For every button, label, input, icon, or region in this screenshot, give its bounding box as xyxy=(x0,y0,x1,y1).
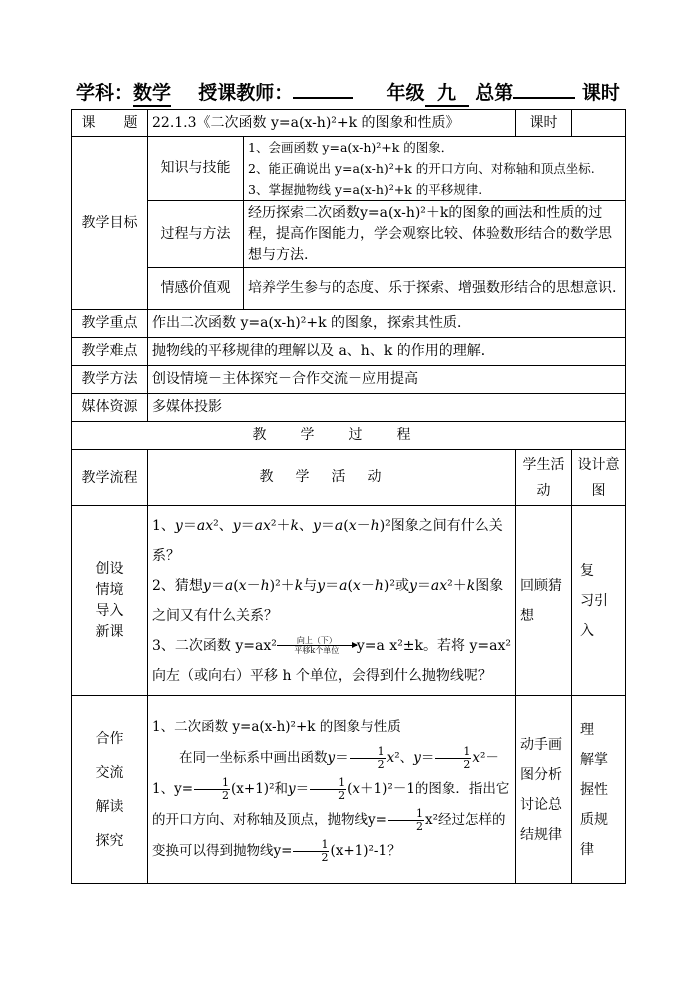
section2-design: 理 解掌 握性 质规 律 xyxy=(572,696,626,884)
knowledge-item: 3、掌握抛物线 y=a(x-h)²+k 的平移规律. xyxy=(248,182,483,197)
section2-flow xyxy=(72,696,148,884)
column-student: 学生活动 xyxy=(516,450,572,506)
grade-value: 九 xyxy=(425,78,469,107)
topic-period-label: 课时 xyxy=(516,110,572,137)
column-activity: 教学活动 xyxy=(148,450,516,506)
knowledge-items xyxy=(244,137,626,201)
media-label: 媒体资源 xyxy=(72,394,148,422)
section2-body: 在同一坐标系中画出函数y＝ $\frac{1}{2}$ x²、y＝ $\frac{1}{2}$ x²－1、y= $\frac{1}{2}$ (x+1)²和y＝ $\frac{1}{2}$ (x＋1)²－1的图象．指出它的开口方向、对称轴及顶点，抛物线y= $\frac{1}{2}$ x²经过怎样的变换可以得到抛物线y= $\frac{1}{2}$ (x+1)²-1？ xyxy=(152,745,510,864)
knowledge-item: 2、能正确说出 y=a(x-h)²+k 的开口方向、对称轴和顶点坐标. xyxy=(248,161,595,176)
subject-value: 数学 xyxy=(133,78,171,107)
shift-arrow: 向上（下） 平移k个单位 xyxy=(277,636,357,655)
flow-line: 导入 xyxy=(95,602,124,619)
column-design: 设计意图 xyxy=(572,450,626,506)
lesson-plan-table xyxy=(71,109,626,884)
teacher-value xyxy=(293,97,353,99)
topic-value: 22.1.3《二次函数 y=a(x-h)²+k 的图象和性质》 xyxy=(148,110,516,137)
flow-line: 解读 xyxy=(95,798,124,815)
subject-label: 学科： xyxy=(76,82,134,104)
process-title: 教学过程 xyxy=(72,422,626,450)
document-header xyxy=(76,78,636,106)
grade-label: 年级 xyxy=(386,82,425,104)
media-value: 多媒体投影 xyxy=(148,394,626,422)
flow-line: 新课 xyxy=(95,623,124,640)
difficulty-label: 教学难点 xyxy=(72,338,148,366)
method-label: 教学方法 xyxy=(72,366,148,394)
section1-flow xyxy=(72,506,148,696)
section2-student: 动手画图分析讨论总结规律 xyxy=(516,696,572,884)
question-1: 1、y＝ax²、y＝ax²＋k、y＝a(x－h)²图象之间有什么关系？ xyxy=(152,517,503,564)
process-text: 经历探索二次函数y=a(x-h)²＋k的图象的画法和性质的过程，提高作图能力，学会观察比较、体验数形结合的数学思想与方法. xyxy=(244,201,626,268)
question-3: 3、二次函数 y=ax² 向上（下） 平移k个单位 y=a x²±k。若将 y=ax²向左（或向右）平移 h 个单位，会得到什么抛物线呢？ xyxy=(152,636,511,684)
difficulty-value: 抛物线的平移规律的理解以及 a、h、k 的作用的理解． xyxy=(148,338,626,366)
total-label: 总第 xyxy=(475,82,514,104)
goals-label: 教学目标 xyxy=(72,137,148,310)
emotion-label: 情感价值观 xyxy=(148,268,244,310)
knowledge-label: 知识与技能 xyxy=(148,137,244,201)
knowledge-item: 1、会画函数 y=a(x-h)²+k 的图象． xyxy=(248,140,454,155)
method-value: 创设情境－主体探究－合作交流－应用提高 xyxy=(148,366,626,394)
total-value xyxy=(513,97,575,99)
column-flow: 教学流程 xyxy=(72,450,148,506)
period-label: 课时 xyxy=(581,82,620,104)
topic-period-value xyxy=(572,110,626,137)
section1-activity xyxy=(148,506,516,696)
emotion-text: 培养学生参与的态度、乐于探索、增强数形结合的思想意识. xyxy=(244,268,626,310)
key-point-label: 教学重点 xyxy=(72,310,148,338)
flow-line: 创设 xyxy=(95,560,124,577)
question-2: 2、猜想y＝a(x－h)²＋k与y＝a(x－h)²或y＝ax²＋k图象之间又有什么关系？ xyxy=(152,577,504,624)
flow-line: 交流 xyxy=(95,764,124,781)
flow-line: 情境 xyxy=(95,581,124,598)
key-point-value: 作出二次函数 y=a(x-h)²+k 的图象，探索其性质． xyxy=(148,310,626,338)
teacher-label: 授课教师： xyxy=(198,82,294,104)
section1-student: 回顾猜想 xyxy=(516,506,572,696)
flow-line: 合作 xyxy=(95,730,124,747)
section2-activity xyxy=(148,696,516,884)
process-label: 过程与方法 xyxy=(148,201,244,268)
section2-title: 1、二次函数 y=a(x-h)²+k 的图象与性质 xyxy=(152,719,401,735)
flow-line: 探究 xyxy=(95,832,124,849)
section1-design: 复 习引入 xyxy=(572,506,626,696)
topic-label: 课 题 xyxy=(72,110,148,137)
